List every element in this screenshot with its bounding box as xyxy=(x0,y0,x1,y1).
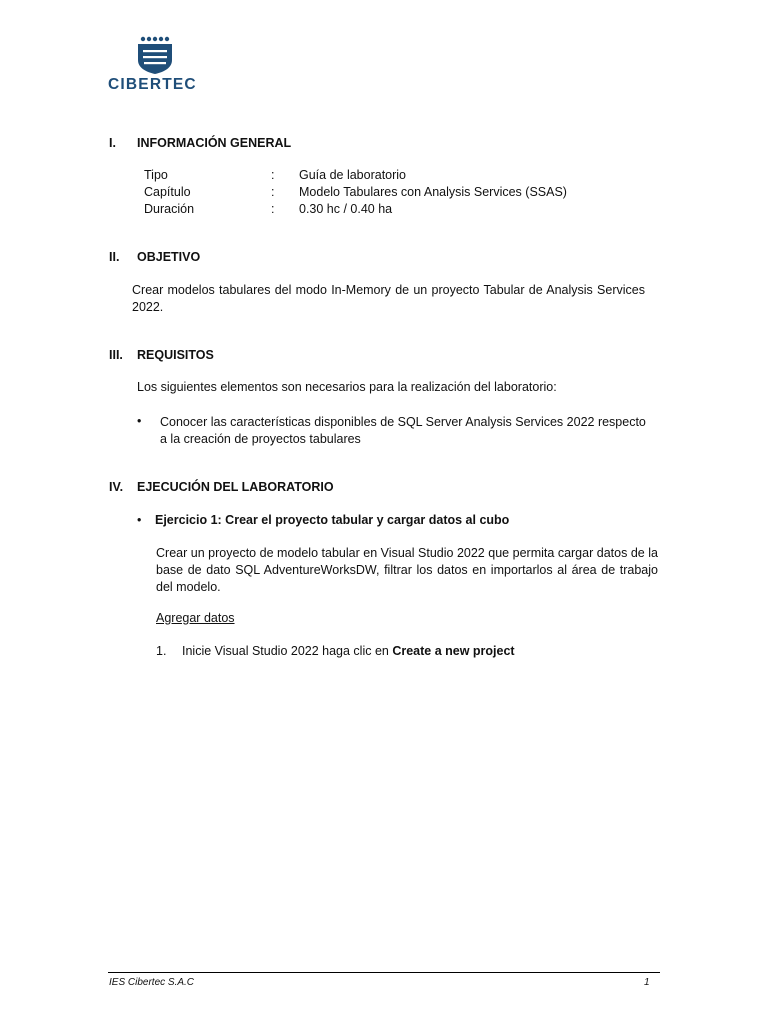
section-1-number: I. xyxy=(109,136,116,150)
footer-divider xyxy=(108,972,660,973)
info-sep: : xyxy=(271,168,275,182)
info-key-capitulo: Capítulo xyxy=(144,185,191,199)
info-value-tipo: Guía de laboratorio xyxy=(299,168,407,182)
info-key-duracion: Duración xyxy=(144,202,195,216)
step-1 xyxy=(182,644,515,658)
section-1-title: INFORMACIÓN GENERAL xyxy=(137,136,292,150)
info-sep: : xyxy=(271,185,275,199)
step-number: 1. xyxy=(156,644,167,658)
info-key-tipo: Tipo xyxy=(144,168,168,182)
section-4-title: EJECUCIÓN DEL LABORATORIO xyxy=(137,480,334,494)
footer-company: IES Cibertec S.A.C xyxy=(109,977,195,988)
step-1-bold: Create a new project xyxy=(392,644,515,658)
bullet-icon: • xyxy=(137,513,142,527)
shield-icon xyxy=(108,36,204,76)
section-3-number: III. xyxy=(109,348,123,362)
section-4-number: IV. xyxy=(109,480,124,494)
exercise-title: Ejercicio 1: Crear el proyecto tabular y cargar datos al cubo xyxy=(155,513,510,527)
cibertec-logo xyxy=(108,36,204,96)
bullet-icon: • xyxy=(137,414,142,428)
section-2-number: II. xyxy=(109,250,120,264)
footer-page-number: 1 xyxy=(644,977,650,988)
step-1-text: Inicie Visual Studio 2022 haga clic en xyxy=(182,644,393,658)
subheading-agregar-datos: Agregar datos xyxy=(156,611,235,625)
info-sep: : xyxy=(271,202,275,216)
info-value-duracion: 0.30 hc / 0.40 ha xyxy=(299,202,393,216)
section-2-title: OBJETIVO xyxy=(137,250,201,264)
objective-text: Crear modelos tabulares del modo In-Memory de un proyecto Tabular de Analysis Services 2022. xyxy=(132,283,645,314)
requirement-item: Conocer las características disponibles de SQL Server Analysis Services 2022 respecto a la creación de proyectos tabulares xyxy=(160,415,646,446)
info-value-capitulo: Modelo Tabulares con Analysis Services (SSAS) xyxy=(299,185,567,199)
logo-wordmark: CIBERTEC xyxy=(108,76,197,93)
exercise-description: Crear un proyecto de modelo tabular en Visual Studio 2022 que permita cargar datos de la base de dato SQL AdventureWorksDW, filtrar los datos en importarlos al área de trabajo del modelo. xyxy=(156,546,658,594)
requirements-intro: Los siguientes elementos son necesarios para la realización del laboratorio: xyxy=(137,380,557,394)
section-3-title: REQUISITOS xyxy=(137,348,214,362)
